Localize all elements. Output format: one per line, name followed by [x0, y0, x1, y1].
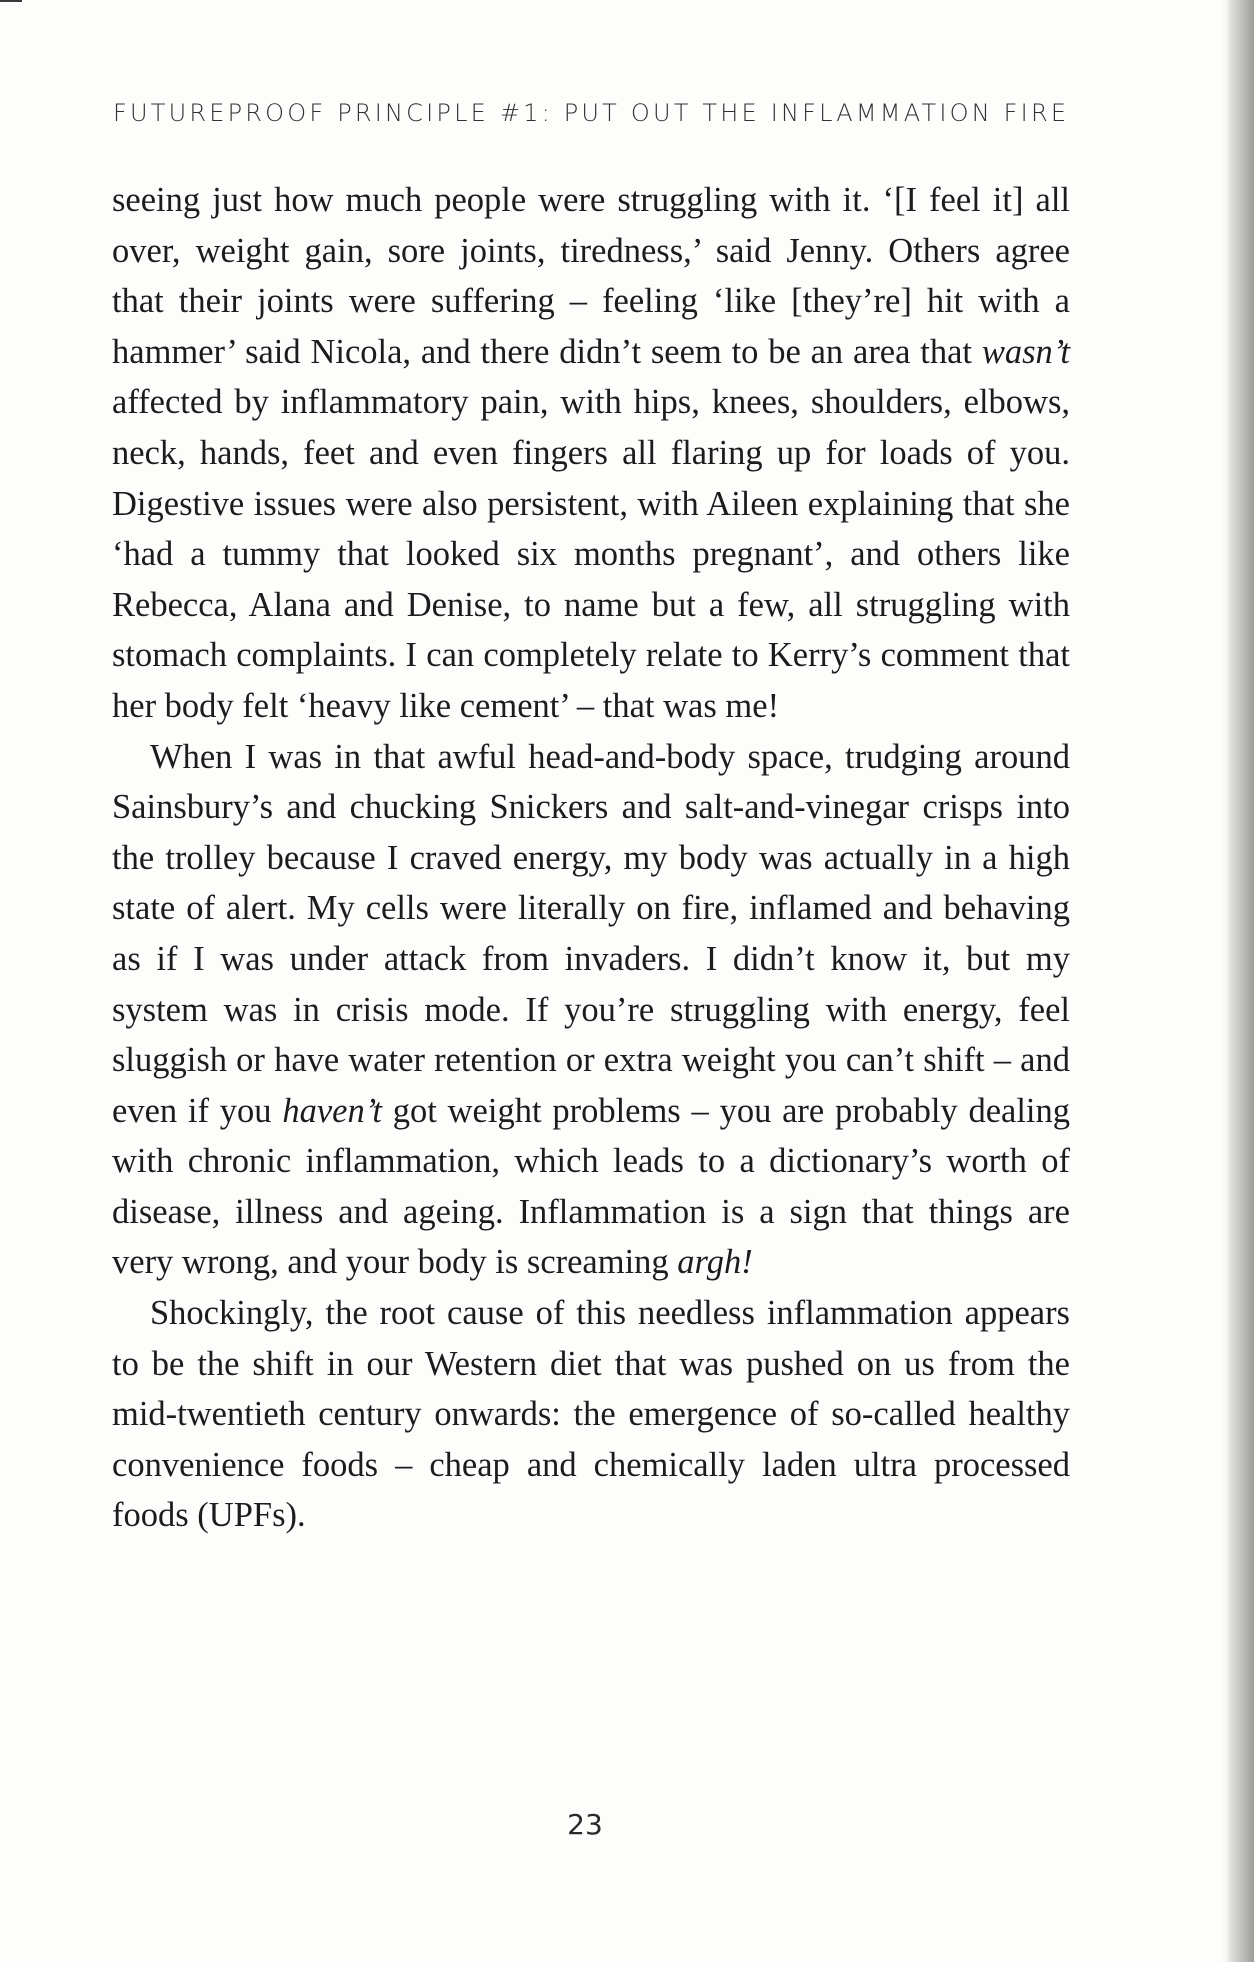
- emphasis-havent: haven’t: [282, 1091, 382, 1130]
- paragraph-2-text-a: When I was in that awful head-and-body space, trudging around Sainsbury’s and chucking Snickers and salt-and-vinegar crisps into the trolley because I craved energy, my body was actually in a high state of alert. My cells were literally on fire, inflamed and behaving as if I was under attack from invaders. I didn’t know it, but my system was in crisis mode. If you’re struggling with energy, feel sluggish or have water retention or extra weight you can’t shift – and even if you: [112, 737, 1070, 1130]
- paragraph-1: [112, 175, 1070, 732]
- emphasis-wasnt: wasn’t: [981, 332, 1070, 371]
- running-header: FUTUREPROOF PRINCIPLE #1: PUT OUT THE INFLAMMATION FIRE: [113, 99, 1070, 127]
- paragraph-1-text-b: affected by inflammatory pain, with hips, knees, shoulders, elbows, neck, hands, feet and even fingers all flaring up for loads of you. Digestive issues were also persistent, with Aileen explaining that she ‘had a tummy that looked six months pregnant’, and others like Rebecca, Alana and Denise, to name but a few, all struggling with stomach complaints. I can completely relate to Kerry’s comment that her body felt ‘heavy like cement’ – that was me!: [112, 383, 1070, 725]
- paragraph-3: Shockingly, the root cause of this needless inflammation appears to be the shift in our Western diet that was pushed on us from the mid-twentieth century onwards: the emergence of so-called healthy convenience foods – cheap and chemically laden ultra processed foods (UPFs).: [112, 1294, 1070, 1535]
- paragraph-1-text-a: seeing just how much people were struggling with it. ‘[I feel it] all over, weight gain, sore joints, tiredness,’ said Jenny. Others agree that their joints were suffering – feeling ‘like [they’re] hit with a hammer’ said Nicola, and there didn’t seem to be an area that: [112, 181, 1070, 371]
- paragraph-2-text-b: got weight problems – you are probably dealing with chronic inflammation, which leads to a dictionary’s worth of disease, illness and ageing. Inflammation is a sign that things are very wrong, and your body is screaming: [112, 1091, 1070, 1282]
- emphasis-argh: argh!: [677, 1243, 753, 1282]
- top-edge-mark: [0, 0, 22, 2]
- page-number: 23: [567, 1808, 603, 1841]
- body-text: [112, 175, 1070, 1541]
- page-edge-shadow: [1228, 0, 1254, 1962]
- paragraph-2: [112, 732, 1070, 1289]
